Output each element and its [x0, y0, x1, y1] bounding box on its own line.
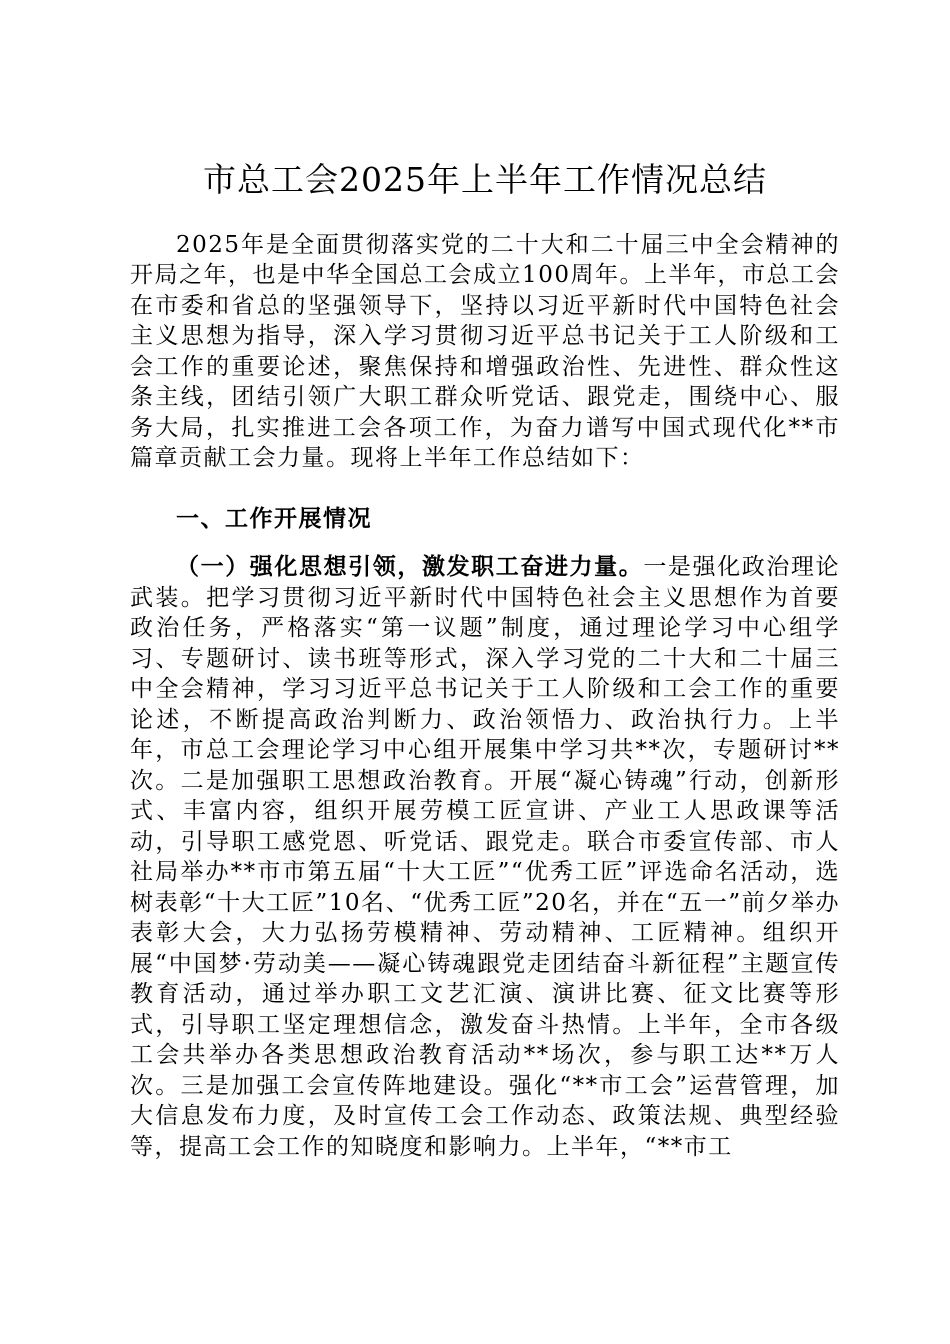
document-page [130, 160, 840, 1162]
section-heading: 一、工作开展情况 [176, 504, 372, 532]
subsection-lead: （一）强化思想引领，激发职工奋进力量。 [176, 553, 644, 581]
subsection-paragraph [130, 552, 840, 1162]
intro-paragraph: 2025年是全面贯彻落实党的二十大和二十届三中全会精神的开局之年，也是中华全国总工会成立100周年。上半年，市总工会在市委和省总的坚强领导下，坚持以习近平新时代中国特色社会主义思想为指导，深入学习贯彻习近平总书记关于工人阶级和工会工作的重要论述，聚焦保持和增强政治性、先进性、群众性这条主线，团结引领广大职工群众听党话、跟党走，围绕中心、服务大局，扎实推进工会各项工作，为奋力谱写中国式现代化**市篇章贡献工会力量。现将上半年工作总结如下： [130, 231, 840, 472]
subsection-body: 一是强化政治理论武装。把学习贯彻习近平新时代中国特色社会主义思想作为首要政治任务，严格落实“第一议题”制度，通过理论学习中心组学习、专题研讨、读书班等形式，深入学习党的二十大和二十届三中全会精神，学习习近平总书记关于工人阶级和工会工作的重要论述，不断提高政治判断力、政治领悟力、政治执行力。上半年，市总工会理论学习中心组开展集中学习共**次，专题研讨**次。二是加强职工思想政治教育。开展“凝心铸魂”行动，创新形式、丰富内容，组织开展劳模工匠宣讲、产业工人思政课等活动，引导职工感党恩、听党话、跟党走。联合市委宣传部、市人社局举办**市市第五届“十大工匠”“优秀工匠”评选命名活动，选树表彰“十大工匠”10名、“优秀工匠”20名，并在“五一”前夕举办表彰大会，大力弘扬劳模精神、劳动精神、工匠精神。组织开展“中国梦·劳动美——凝心铸魂跟党走团结奋斗新征程”主题宣传教育活动，通过举办职工文艺汇演、演讲比赛、征文比赛等形式，引导职工坚定理想信念，激发奋斗热情。上半年，全市各级工会共举办各类思想政治教育活动**场次，参与职工达**万人次。三是加强工会宣传阵地建设。强化“**市工会”运营管理，加大信息发布力度，及时宣传工会工作动态、政策法规、典型经验等，提高工会工作的知晓度和影响力。上半年，“**市工 [130, 554, 841, 1160]
document-title: 市总工会2025年上半年工作情况总结 [203, 160, 767, 199]
